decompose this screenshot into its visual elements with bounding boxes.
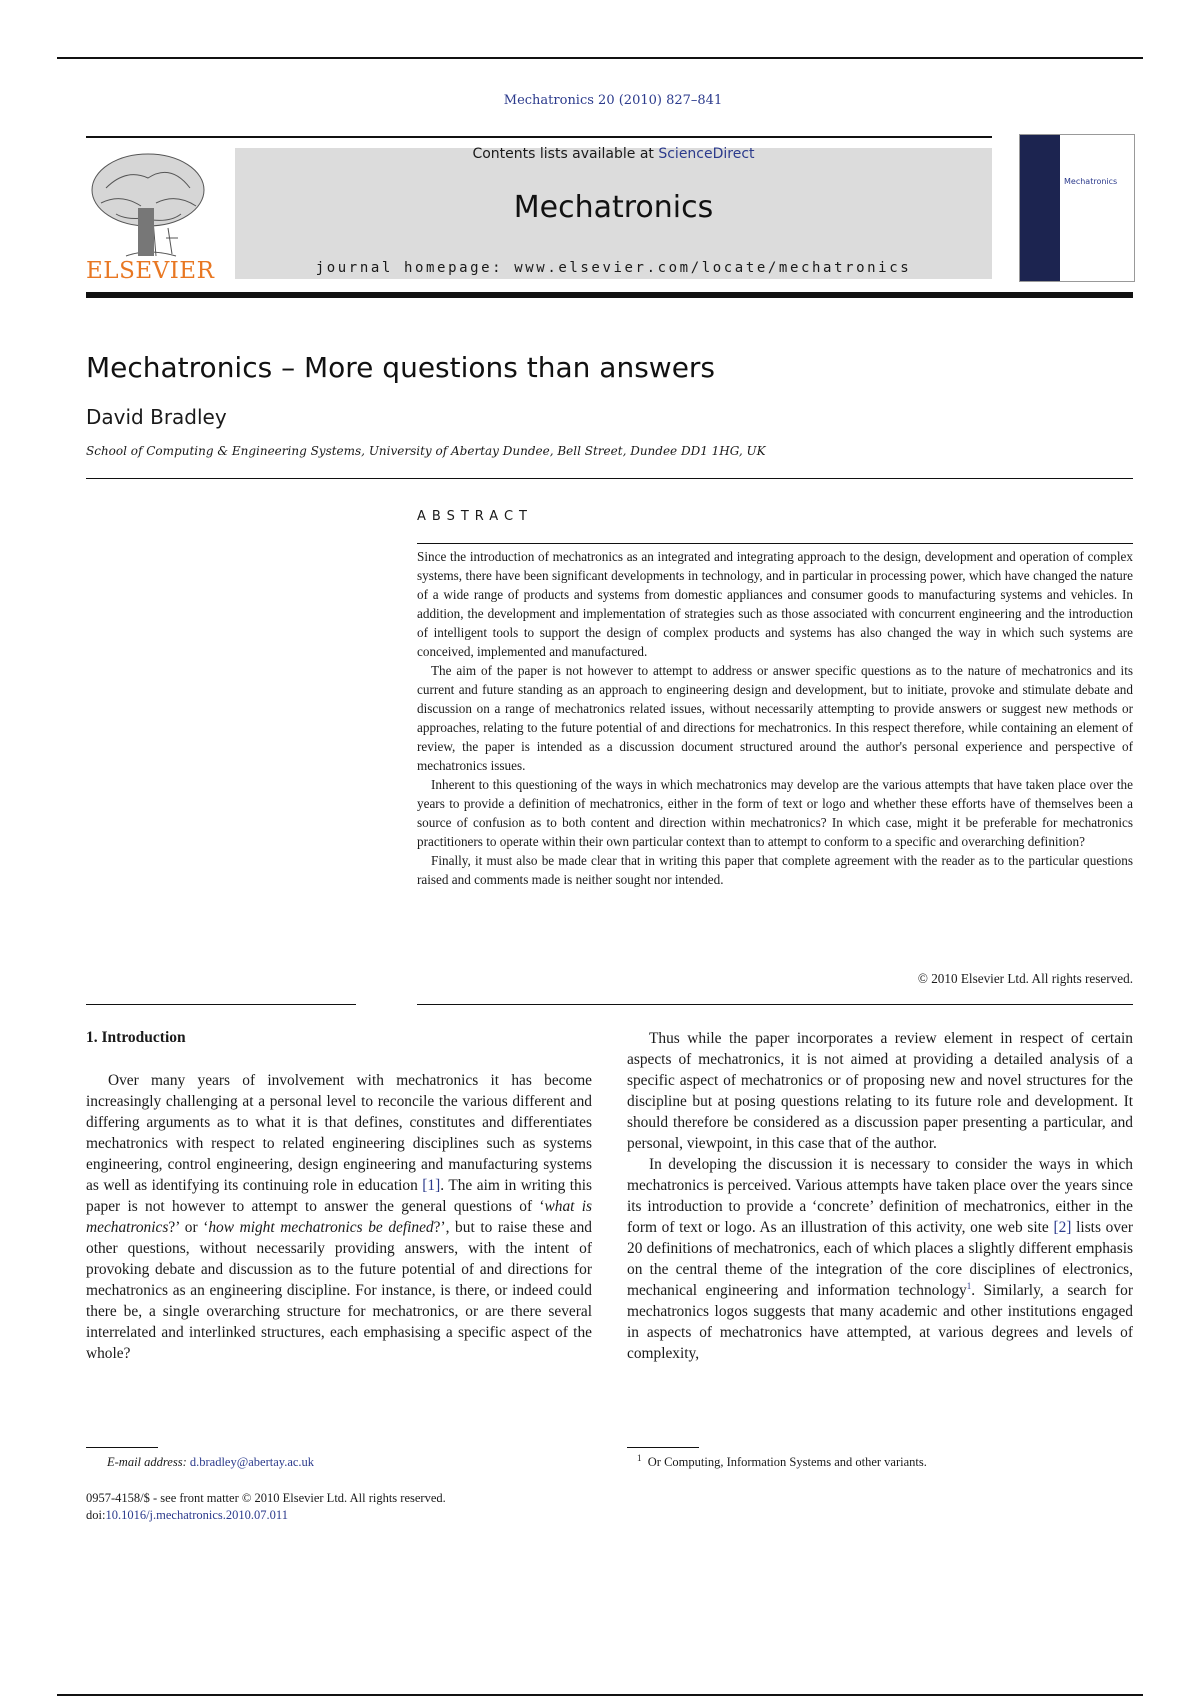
left-abstract-end-rule xyxy=(86,1004,356,1005)
abstract-heading-rule xyxy=(417,543,1133,544)
text-run: . Similarly, a search for mechatronics logos suggests that many academic and other institutions engaged in aspects of mechatronics have attempted, at various degrees and levels of complexity, xyxy=(627,1282,1133,1362)
body-paragraph: Thus while the paper incorporates a review element in respect of certain aspects of mechatronics, it is not aimed at providing a detailed analysis of a specific aspect of mechatronics or of proposing new and novel structures for the discipline but at posing questions relating to its future role and development. It should therefore be considered as a discussion paper presenting a particular, and personal, viewpoint, in this case that of the author. xyxy=(627,1030,1133,1152)
email-link[interactable]: d.bradley@abertay.ac.uk xyxy=(189,1455,315,1469)
footnote-marker[interactable]: 1 xyxy=(966,1280,972,1291)
email-label: E-mail address: xyxy=(107,1455,187,1469)
body-column-left xyxy=(86,1070,592,1364)
footnote-rule-right xyxy=(627,1447,699,1448)
elsevier-wordmark: ELSEVIER xyxy=(86,258,215,284)
front-matter-block xyxy=(86,1490,446,1524)
body-column-right xyxy=(627,1028,1133,1364)
abstract-body xyxy=(417,547,1133,889)
abstract-paragraph: Since the introduction of mechatronics as an integrated and integrating approach to the design, development and operation of complex systems, there have been significant developments in technology, and in particular in processing power, which have changed the nature of a wide range of products and systems from domestic appliances and consumer goods to manufacturing systems and vehicles. In addition, the development and implementation of strategies such as those associated with concurrent engineering and the introduction of intelligent tools to support the design of complex products and systems has also changed the way in which such systems are conceived, implemented and manufactured. xyxy=(417,549,1133,659)
abstract-end-rule xyxy=(417,1004,1133,1005)
sciencedirect-link[interactable]: ScienceDirect xyxy=(658,146,755,162)
bottom-border-rule xyxy=(57,1694,1143,1696)
author-name: David Bradley xyxy=(86,405,227,429)
contents-line xyxy=(235,146,992,162)
reference-link-2[interactable]: [2] xyxy=(1053,1219,1072,1236)
text-run: lists over 20 definitions of mechatronics, each of which places a slightly different emphasis on the central theme of the integration of the core disciplines of electronics, mechanical engineering and information technology xyxy=(627,1219,1133,1299)
text-run: Over many years of involvement with mechatronics it has become increasingly challenging at a personal level to reconcile the various different and differing arguments as to what it is that defines, constitutes and differentiates mechatronics with respect to related engineering disciplines such as systems engineering, control engineering, design engineering and manufacturing systems as well as identifying its continuing role in education xyxy=(86,1072,592,1194)
italic-question: what is mechatronics xyxy=(86,1198,592,1236)
copyright-notice: © 2010 Elsevier Ltd. All rights reserved. xyxy=(917,971,1133,986)
cover-strip xyxy=(1020,135,1060,281)
author-affiliation: School of Computing & Engineering Systems, University of Abertay Dundee, Bell Street, Dundee DD1 1HG, UK xyxy=(86,444,766,458)
text-run: ?’ or ‘ xyxy=(168,1219,209,1236)
contents-prefix: Contents lists available at xyxy=(472,146,659,162)
abstract-heading: ABSTRACT xyxy=(417,509,533,524)
email-footnote xyxy=(107,1455,314,1470)
journal-homepage[interactable]: journal homepage: www.elsevier.com/locate/mechatronics xyxy=(315,260,912,276)
text-run: ?’, but to raise these and other questions, without necessarily providing answers, with the intent of provoking debate and discussion as to the future potential of and directions for mechatronics as an engineering discipline. For instance, is there, or indeed could there be, a single overarching structure for mechatronics, or are there several interrelated and interlinked structures, each emphasising a specific aspect of the whole? xyxy=(86,1219,592,1362)
doi-link[interactable]: 10.1016/j.mechatronics.2010.07.011 xyxy=(105,1508,288,1522)
italic-question: how might mechatronics be defined xyxy=(208,1219,434,1236)
abstract-paragraph: The aim of the paper is not however to attempt to address or answer specific questions as to the nature of mechatronics and its current and future standing as an approach to engineering design and development, but to initiate, provoke and stimulate debate and discussion on a range of mechatronics related issues, without necessarily attempting to provide answers or suggest new methods or approaches, relating to the future potential of and directions for mechatronics. In this respect therefore, while containing an element of review, the paper is intended as a discussion document structured around the author's personal experience and perspective of mechatronics issues. xyxy=(417,663,1133,773)
title-separator-rule xyxy=(86,478,1133,479)
journal-citation[interactable]: Mechatronics 20 (2010) 827–841 xyxy=(503,93,723,108)
front-matter-line: 0957-4158/$ - see front matter © 2010 Elsevier Ltd. All rights reserved. xyxy=(86,1491,446,1505)
section-heading-introduction: 1. Introduction xyxy=(86,1029,186,1046)
body-paragraph xyxy=(627,1154,1133,1364)
doi-line xyxy=(86,1507,446,1524)
footnote-1 xyxy=(637,1452,927,1470)
text-run: . The aim in writing this paper is not however to attempt to answer the general questions of ‘ xyxy=(86,1177,593,1215)
text-run: In developing the discussion it is necessary to consider the ways in which mechatronics is perceived. Various attempts have taken place over the years since its introduction to provide a ‘concrete’ definition of mechatronics, either in the form of text or logo. As an illustration of this activity, one web site xyxy=(627,1156,1133,1236)
article-title: Mechatronics – More questions than answers xyxy=(86,351,716,384)
reference-link-1[interactable]: [1] xyxy=(422,1177,441,1194)
doi-label: doi: xyxy=(86,1508,106,1522)
body-paragraph xyxy=(86,1070,592,1364)
masthead-bottom-rule xyxy=(86,292,1133,298)
journal-name: Mechatronics xyxy=(513,190,714,225)
masthead-top-rule xyxy=(86,136,992,138)
top-border-rule xyxy=(57,57,1143,59)
abstract-paragraph: Inherent to this questioning of the ways in which mechatronics may develop are the various attempts that have taken place over the years to provide a definition of mechatronics, either in the form of text or logo and whether these efforts have of themselves been a source of confusion as to both content and direction within mechatronics? In which case, might it be preferable for mechatronics practitioners to operate within their own particular context than to attempt to conform to a specific and overarching definition? xyxy=(417,777,1133,849)
abstract-paragraph: Finally, it must also be made clear that in writing this paper that complete agreement with the reader as to the particular questions raised and comments made is neither sought nor intended. xyxy=(417,853,1133,887)
cover-title: Mechatronics xyxy=(1064,177,1118,186)
footnote-text: Or Computing, Information Systems and other variants. xyxy=(647,1455,927,1469)
footnote-rule-left xyxy=(86,1447,158,1448)
footnote-number: 1 xyxy=(637,1452,642,1463)
journal-cover-thumbnail[interactable] xyxy=(1019,134,1135,282)
